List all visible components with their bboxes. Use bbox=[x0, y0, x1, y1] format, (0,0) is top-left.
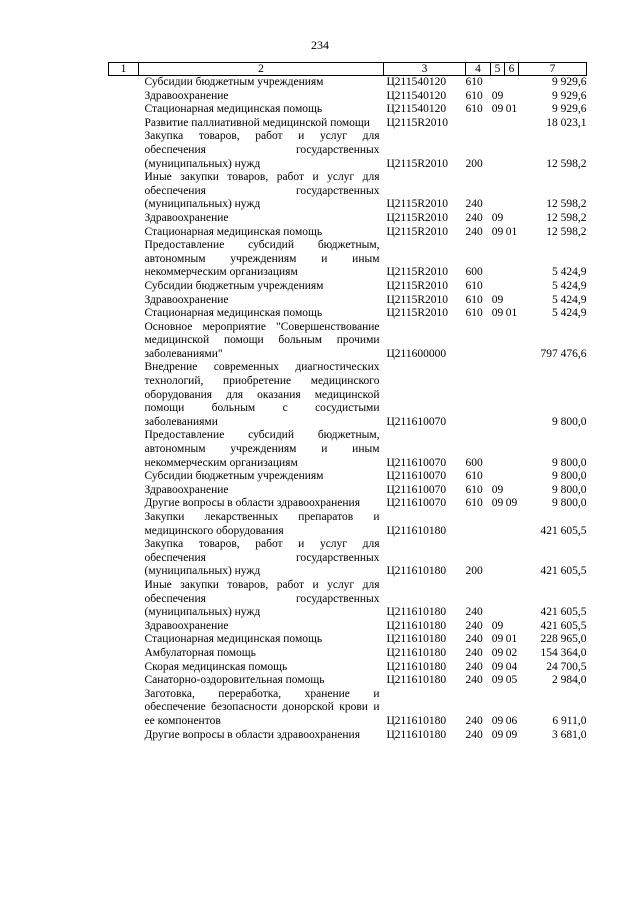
row-spacer bbox=[109, 103, 139, 117]
row-name: Развитие паллиативной медицинской помощи bbox=[144, 116, 370, 129]
table-row bbox=[109, 661, 587, 675]
table-row bbox=[109, 117, 587, 131]
row-code: Ц2115R2010 bbox=[386, 225, 449, 238]
row-amount: 154 364,0 bbox=[540, 646, 587, 659]
row-expense-type: 240 bbox=[465, 714, 483, 727]
row-expense-type: 200 bbox=[465, 565, 483, 578]
row-amount: 9 800,0 bbox=[552, 483, 587, 496]
row-subsection bbox=[505, 620, 519, 634]
row-amount: 9 929,6 bbox=[552, 89, 587, 102]
row-name: Здравоохранение bbox=[144, 211, 229, 224]
row-expense-type: 200 bbox=[465, 157, 483, 170]
row-subsection bbox=[505, 579, 519, 620]
row-name: Стационарная медицинская помощь bbox=[144, 103, 323, 116]
row-name: Здравоохранение bbox=[144, 483, 229, 496]
row-amount: 18 023,1 bbox=[546, 116, 587, 129]
row-subsection bbox=[505, 484, 519, 498]
row-spacer bbox=[109, 688, 139, 729]
row-amount: 421 605,5 bbox=[540, 606, 587, 619]
row-expense-type: 610 bbox=[465, 497, 483, 510]
page-number: 234 bbox=[311, 38, 329, 52]
row-code: Ц211610180 bbox=[386, 646, 447, 659]
row-name: Субсидии бюджетным учреждениям bbox=[144, 279, 324, 292]
row-expense-type: 240 bbox=[465, 633, 483, 646]
column-header: 3 bbox=[384, 63, 466, 76]
row-amount: 3 681,0 bbox=[552, 728, 587, 741]
row-amount: 12 598,2 bbox=[546, 225, 587, 238]
row-name: Другие вопросы в области здравоохранения bbox=[144, 497, 360, 510]
row-section: 09 bbox=[491, 211, 504, 224]
row-subsection bbox=[505, 361, 519, 429]
row-name: Здравоохранение bbox=[144, 293, 229, 306]
row-subsection bbox=[505, 294, 519, 308]
row-spacer bbox=[109, 470, 139, 484]
row-code: Ц211610180 bbox=[386, 714, 447, 727]
row-expense-type: 610 bbox=[465, 89, 483, 102]
row-subsection bbox=[505, 538, 519, 579]
row-section bbox=[491, 361, 505, 429]
row-amount: 9 800,0 bbox=[552, 470, 587, 483]
row-amount: 24 700,5 bbox=[546, 660, 587, 673]
table-row bbox=[109, 620, 587, 634]
row-code: Ц2115R2010 bbox=[386, 293, 449, 306]
column-header: 5 bbox=[491, 63, 505, 76]
row-expense-type: 610 bbox=[465, 483, 483, 496]
row-spacer bbox=[109, 620, 139, 634]
row-amount: 421 605,5 bbox=[540, 565, 587, 578]
row-subsection bbox=[505, 470, 519, 484]
row-code: Ц211610070 bbox=[386, 470, 447, 483]
row-section bbox=[491, 239, 505, 280]
row-name: Предоставление субсидий бюджетным, автономным учреждениям и иным некоммерческим организациям bbox=[144, 239, 380, 279]
row-expense-type bbox=[466, 361, 491, 429]
row-subsection bbox=[505, 76, 519, 90]
row-code: Ц211610180 bbox=[386, 660, 447, 673]
row-code: Ц211610180 bbox=[386, 565, 447, 578]
row-spacer bbox=[109, 90, 139, 104]
row-code: Ц2115R2010 bbox=[386, 198, 449, 211]
row-spacer bbox=[109, 171, 139, 212]
row-code: Ц211610070 bbox=[386, 483, 447, 496]
row-name: Предоставление субсидий бюджетным, автономным учреждениям и иным некоммерческим организациям bbox=[144, 429, 380, 469]
row-name: Другие вопросы в области здравоохранения bbox=[144, 728, 360, 741]
row-code: Ц211610180 bbox=[386, 524, 447, 537]
table-row bbox=[109, 103, 587, 117]
row-subsection: 02 bbox=[505, 646, 518, 659]
table-row bbox=[109, 429, 587, 470]
row-expense-type: 610 bbox=[465, 307, 483, 320]
row-expense-type: 240 bbox=[465, 198, 483, 211]
row-amount: 12 598,2 bbox=[546, 198, 587, 211]
row-section bbox=[491, 470, 505, 484]
row-section: 09 bbox=[491, 497, 504, 510]
row-subsection: 01 bbox=[505, 103, 518, 116]
row-spacer bbox=[109, 484, 139, 498]
row-name: Закупка товаров, работ и услуг для обеспечения государственных (муниципальных) нужд bbox=[144, 130, 380, 170]
row-amount: 5 424,9 bbox=[552, 279, 587, 292]
row-section bbox=[491, 76, 505, 90]
row-name: Субсидии бюджетным учреждениям bbox=[144, 76, 324, 88]
row-code: Ц211610180 bbox=[386, 606, 447, 619]
row-spacer bbox=[109, 212, 139, 226]
row-amount: 5 424,9 bbox=[552, 266, 587, 279]
table-row bbox=[109, 280, 587, 294]
row-expense-type: 610 bbox=[465, 279, 483, 292]
row-section: 09 bbox=[491, 103, 504, 116]
table-row bbox=[109, 484, 587, 498]
row-section: 09 bbox=[491, 674, 504, 687]
row-name: Стационарная медицинская помощь bbox=[144, 307, 323, 320]
row-spacer bbox=[109, 674, 139, 688]
row-amount: 9 800,0 bbox=[552, 415, 587, 428]
row-amount: 797 476,6 bbox=[540, 347, 587, 360]
row-subsection: 04 bbox=[505, 660, 518, 673]
row-amount: 228 965,0 bbox=[540, 633, 587, 646]
row-section: 09 bbox=[491, 619, 504, 632]
row-spacer bbox=[109, 76, 139, 90]
row-amount: 9 800,0 bbox=[552, 497, 587, 510]
row-expense-type bbox=[466, 511, 491, 538]
row-name: Закупки лекарственных препаратов и медицинского оборудования bbox=[144, 511, 380, 537]
row-section: 09 bbox=[491, 225, 504, 238]
row-expense-type bbox=[466, 117, 491, 131]
row-code: Ц211540120 bbox=[386, 103, 447, 116]
row-expense-type: 240 bbox=[465, 211, 483, 224]
row-spacer bbox=[109, 633, 139, 647]
row-section: 09 bbox=[491, 660, 504, 673]
row-code: Ц2115R2010 bbox=[386, 266, 449, 279]
row-code: Ц211540120 bbox=[386, 76, 447, 88]
row-section bbox=[491, 429, 505, 470]
row-subsection bbox=[505, 130, 519, 171]
row-amount: 12 598,2 bbox=[546, 157, 587, 170]
table-row bbox=[109, 538, 587, 579]
row-spacer bbox=[109, 130, 139, 171]
row-expense-type: 240 bbox=[465, 674, 483, 687]
row-spacer bbox=[109, 729, 139, 743]
row-code: Ц2115R2010 bbox=[386, 279, 449, 292]
table-row bbox=[109, 76, 587, 90]
row-code: Ц2115R2010 bbox=[386, 157, 449, 170]
row-name: Субсидии бюджетным учреждениям bbox=[144, 470, 324, 483]
table-row bbox=[109, 321, 587, 362]
row-expense-type: 600 bbox=[465, 456, 483, 469]
row-expense-type: 240 bbox=[465, 619, 483, 632]
row-name: Иные закупки товаров, работ и услуг для обеспечения государственных (муниципальных) нужд bbox=[144, 578, 380, 619]
row-subsection bbox=[505, 171, 519, 212]
budget-table bbox=[108, 62, 587, 742]
row-subsection bbox=[505, 429, 519, 470]
row-section: 09 bbox=[491, 728, 504, 741]
table-row bbox=[109, 239, 587, 280]
row-spacer bbox=[109, 239, 139, 280]
table-row bbox=[109, 497, 587, 511]
row-subsection bbox=[505, 212, 519, 226]
row-name: Внедрение современных диагностических технологий, приобретение медицинского оборудования для оказания медицинской помощи больным с сосудистыми заболеваниями bbox=[144, 361, 380, 428]
row-section bbox=[491, 511, 505, 538]
row-section bbox=[491, 171, 505, 212]
row-amount: 9 800,0 bbox=[552, 456, 587, 469]
row-section: 09 bbox=[491, 293, 504, 306]
row-amount: 5 424,9 bbox=[552, 293, 587, 306]
row-expense-type: 240 bbox=[465, 225, 483, 238]
table-row bbox=[109, 307, 587, 321]
row-expense-type: 240 bbox=[465, 606, 483, 619]
row-section bbox=[491, 538, 505, 579]
table-row bbox=[109, 511, 587, 538]
row-section: 09 bbox=[491, 483, 504, 496]
row-amount: 6 911,0 bbox=[552, 714, 587, 727]
row-code: Ц211600000 bbox=[386, 347, 447, 360]
row-section: 09 bbox=[491, 714, 504, 727]
row-subsection bbox=[505, 117, 519, 131]
row-section bbox=[491, 280, 505, 294]
row-expense-type: 240 bbox=[465, 660, 483, 673]
row-section: 09 bbox=[491, 89, 504, 102]
row-subsection bbox=[505, 239, 519, 280]
row-code: Ц211610180 bbox=[386, 619, 447, 632]
row-subsection: 01 bbox=[505, 633, 518, 646]
table-row bbox=[109, 647, 587, 661]
column-header: 2 bbox=[139, 63, 384, 76]
row-code: Ц211610180 bbox=[386, 728, 447, 741]
row-expense-type: 610 bbox=[465, 103, 483, 116]
table-row bbox=[109, 633, 587, 647]
row-spacer bbox=[109, 294, 139, 308]
row-subsection bbox=[505, 511, 519, 538]
row-spacer bbox=[109, 497, 139, 511]
row-spacer bbox=[109, 280, 139, 294]
row-section bbox=[491, 130, 505, 171]
table-row bbox=[109, 171, 587, 212]
row-code: Ц211540120 bbox=[386, 89, 447, 102]
row-name: Стационарная медицинская помощь bbox=[144, 633, 323, 646]
column-header: 7 bbox=[519, 63, 587, 76]
row-name: Закупка товаров, работ и услуг для обеспечения государственных (муниципальных) нужд bbox=[144, 538, 380, 578]
row-amount: 2 984,0 bbox=[552, 674, 587, 687]
row-subsection: 01 bbox=[505, 307, 518, 320]
table-row bbox=[109, 688, 587, 729]
table-row bbox=[109, 212, 587, 226]
row-amount: 5 424,9 bbox=[552, 307, 587, 320]
row-subsection bbox=[505, 280, 519, 294]
row-expense-type: 240 bbox=[465, 646, 483, 659]
row-expense-type: 610 bbox=[465, 293, 483, 306]
table-row bbox=[109, 294, 587, 308]
table-row bbox=[109, 361, 587, 429]
row-section bbox=[491, 321, 505, 362]
row-code: Ц211610180 bbox=[386, 674, 447, 687]
row-spacer bbox=[109, 361, 139, 429]
row-section: 09 bbox=[491, 633, 504, 646]
row-spacer bbox=[109, 117, 139, 131]
row-code: Ц211610070 bbox=[386, 415, 447, 428]
table-row bbox=[109, 90, 587, 104]
row-code: Ц211610180 bbox=[386, 633, 447, 646]
column-number-header bbox=[109, 63, 587, 76]
table-row bbox=[109, 130, 587, 171]
row-name: Амбулаторная помощь bbox=[144, 646, 256, 659]
row-spacer bbox=[109, 226, 139, 240]
row-name: Здравоохранение bbox=[144, 89, 229, 102]
row-expense-type: 240 bbox=[465, 728, 483, 741]
row-section bbox=[491, 117, 505, 131]
column-header: 6 bbox=[505, 63, 519, 76]
row-code: Ц211610070 bbox=[386, 497, 447, 510]
row-spacer bbox=[109, 429, 139, 470]
row-amount: 12 598,2 bbox=[546, 211, 587, 224]
row-amount: 421 605,5 bbox=[540, 619, 587, 632]
row-name: Иные закупки товаров, работ и услуг для обеспечения государственных (муниципальных) нужд bbox=[144, 171, 380, 211]
row-amount: 9 929,6 bbox=[552, 76, 587, 88]
row-code: Ц2115R2010 bbox=[386, 307, 449, 320]
row-spacer bbox=[109, 661, 139, 675]
row-name: Заготовка, переработка, хранение и обеспечение безопасности донорской крови и ее компонентов bbox=[144, 687, 380, 727]
row-name: Санаторно-оздоровительная помощь bbox=[144, 674, 325, 687]
row-code: Ц211610070 bbox=[386, 456, 447, 469]
row-amount: 421 605,5 bbox=[540, 524, 587, 537]
row-spacer bbox=[109, 647, 139, 661]
row-section: 09 bbox=[491, 646, 504, 659]
row-spacer bbox=[109, 321, 139, 362]
row-section bbox=[491, 579, 505, 620]
row-subsection: 09 bbox=[505, 728, 518, 741]
table-row bbox=[109, 729, 587, 743]
row-expense-type: 600 bbox=[465, 266, 483, 279]
row-expense-type: 610 bbox=[465, 76, 483, 88]
row-spacer bbox=[109, 538, 139, 579]
column-header: 1 bbox=[109, 63, 139, 76]
row-section: 09 bbox=[491, 307, 504, 320]
row-name: Стационарная медицинская помощь bbox=[144, 225, 323, 238]
row-code: Ц2115R2010 bbox=[386, 116, 449, 129]
column-header: 4 bbox=[466, 63, 491, 76]
row-spacer bbox=[109, 511, 139, 538]
row-subsection: 05 bbox=[505, 674, 518, 687]
row-subsection bbox=[505, 90, 519, 104]
row-expense-type: 610 bbox=[465, 470, 483, 483]
row-name: Основное мероприятие "Совершенствование медицинской помощи больным прочими заболеваниями" bbox=[144, 320, 380, 360]
table-row bbox=[109, 674, 587, 688]
table-row bbox=[109, 579, 587, 620]
row-amount: 9 929,6 bbox=[552, 103, 587, 116]
row-subsection bbox=[505, 321, 519, 362]
row-expense-type bbox=[466, 321, 491, 362]
row-spacer bbox=[109, 307, 139, 321]
row-name: Здравоохранение bbox=[144, 619, 229, 632]
row-subsection: 06 bbox=[505, 714, 518, 727]
table-row bbox=[109, 470, 587, 484]
row-code: Ц2115R2010 bbox=[386, 211, 449, 224]
row-subsection: 01 bbox=[505, 225, 518, 238]
row-name: Скорая медицинская помощь bbox=[144, 660, 288, 673]
row-spacer bbox=[109, 579, 139, 620]
row-subsection: 09 bbox=[505, 497, 518, 510]
table-row bbox=[109, 226, 587, 240]
